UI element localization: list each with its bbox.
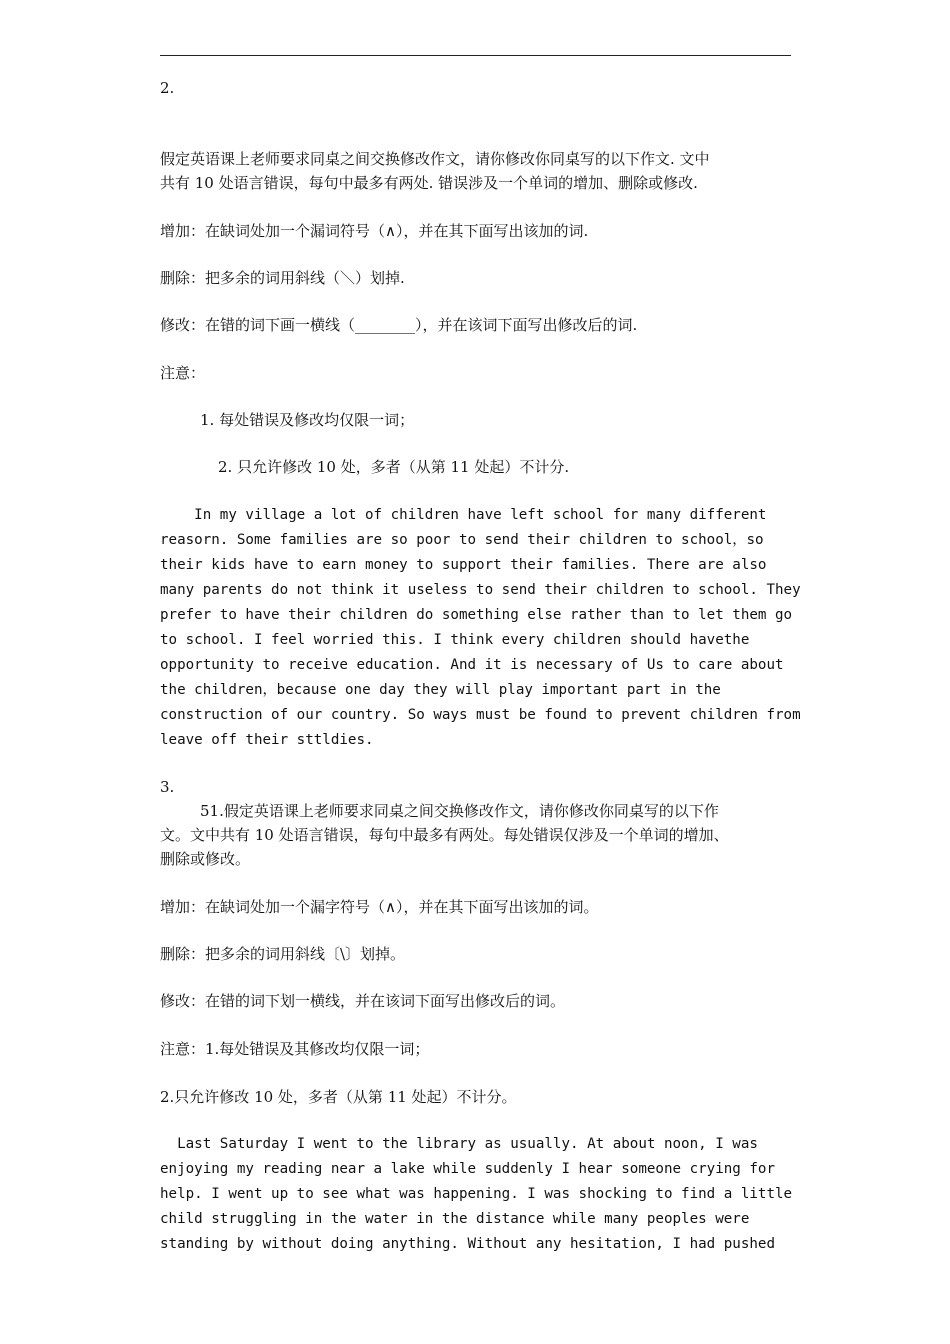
q2-number: 2. — [160, 79, 175, 97]
q3-note-2: 2.只允许修改 10 处，多者（从第 11 处起）不计分。 — [160, 1088, 517, 1106]
q3-passage-line-1: Last Saturday I went to the library as usually. At about noon, I was — [160, 1136, 758, 1152]
q3-passage-line-2: enjoying my reading near a lake while suddenly I hear someone crying for — [160, 1161, 775, 1177]
q3-intro-line-1: 51.假定英语课上老师要求同桌之间交换修改作文，请你修改你同桌写的以下作 — [200, 802, 719, 820]
q2-note-2: 2. 只允许修改 10 处，多者（从第 11 处起）不计分. — [218, 458, 570, 476]
q2-intro-line-2: 共有 10 处语言错误，每句中最多有两处. 错误涉及一个单词的增加、删除或修改. — [160, 174, 698, 192]
q2-modify-rule: 修改：在错的词下画一横线（________），并在该词下面写出修改后的词. — [160, 316, 638, 334]
q2-passage-line-8: the children，because one day they will play important part in the — [160, 682, 721, 698]
q3-intro-line-3: 删除或修改。 — [160, 850, 251, 868]
q2-passage-line-5: prefer to have their children do something else rather than to let them go — [160, 607, 793, 623]
q2-delete-rule: 删除：把多余的词用斜线（＼）划掉. — [160, 269, 405, 287]
q2-add-rule: 增加：在缺词处加一个漏词符号（∧），并在其下面写出该加的词. — [160, 222, 589, 240]
q2-passage-line-3: their kids have to earn money to support their families. There are also — [160, 557, 767, 573]
q3-passage-line-5: standing by without doing anything. Without any hesitation, I had pushed — [160, 1236, 775, 1252]
q3-modify-rule: 修改：在错的词下划一横线，并在该词下面写出修改后的词。 — [160, 992, 566, 1010]
q2-note-heading: 注意： — [160, 364, 206, 382]
q3-passage-line-3: help. I went up to see what was happening. I was shocking to find a little — [160, 1186, 793, 1202]
q3-add-rule: 增加：在缺词处加一个漏字符号（∧），并在其下面写出该加的词。 — [160, 898, 599, 916]
q2-note-1: 1. 每处错误及修改均仅限一词； — [200, 411, 415, 429]
q2-passage-line-9: construction of our country. So ways must be found to prevent children from — [160, 707, 801, 723]
q2-passage-line-1: In my village a lot of children have left school for many different — [160, 507, 767, 523]
q3-note-1: 注意：1.每处错误及其修改均仅限一词； — [160, 1040, 430, 1058]
q3-intro-line-2: 文。文中共有 10 处语言错误，每句中最多有两处。每处错误仅涉及一个单词的增加、 — [160, 826, 729, 844]
q2-passage-line-4: many parents do not think it useless to send their children to school. They — [160, 582, 801, 598]
q2-passage-line-2: reasorn. Some families are so poor to send their children to school，so — [160, 532, 764, 548]
q3-number: 3. — [160, 778, 175, 796]
header-rule — [160, 55, 791, 56]
q2-passage-line-7: opportunity to receive education. And it is necessary of Us to care about — [160, 657, 784, 673]
q2-passage-line-10: leave off their sttldies. — [160, 732, 374, 748]
q2-intro-line-1: 假定英语课上老师要求同桌之间交换修改作文，请你修改你同桌写的以下作文. 文中 — [160, 150, 710, 168]
q3-passage-line-4: child struggling in the water in the distance while many peoples were — [160, 1211, 750, 1227]
q3-delete-rule: 删除：把多余的词用斜线〔\〕划掉。 — [160, 945, 406, 963]
q2-passage-line-6: to school. I feel worried this. I think every children should havethe — [160, 632, 750, 648]
